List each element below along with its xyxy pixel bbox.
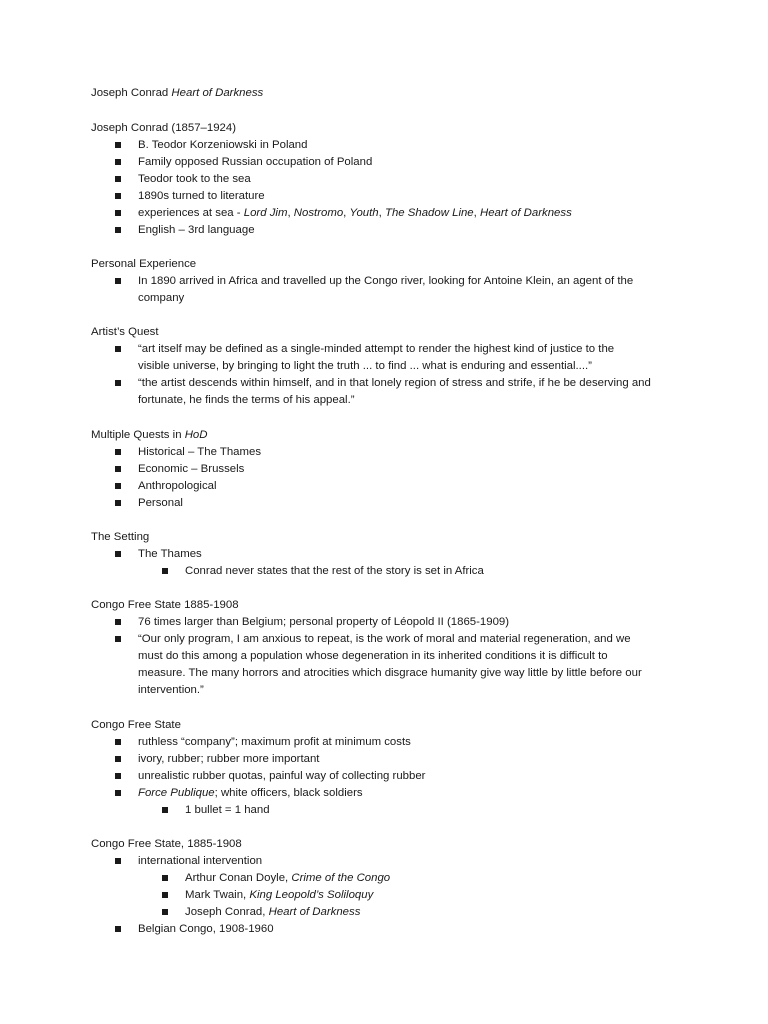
- list-item: The Thames: [138, 548, 202, 560]
- bullet-icon: [115, 278, 121, 284]
- bullet-icon: [115, 636, 121, 642]
- list-item: Belgian Congo, 1908-1960: [138, 923, 274, 935]
- sub-list-item: Arthur Conan Doyle, Crime of the Congo: [185, 872, 391, 884]
- list-item-line: “the artist descends within himself, and in that lonely region of stress and strife, if he be deserving and: [138, 377, 651, 389]
- list-item: 1890s turned to literature: [138, 190, 265, 202]
- list-item: ivory, rubber; rubber more important: [138, 753, 320, 765]
- bullet-icon: [115, 142, 121, 148]
- list-item-line: “art itself may be defined as a single-minded attempt to render the highest kind of justice to the: [138, 343, 615, 355]
- list-item-line: In 1890 arrived in Africa and travelled up the Congo river, looking for Antoine Klein, an agent of the: [138, 275, 634, 287]
- sub-list-item: Joseph Conrad, Heart of Darkness: [185, 906, 361, 918]
- section-heading-personal: Personal Experience: [91, 258, 197, 270]
- bullet-icon: [115, 619, 121, 625]
- list-item: English – 3rd language: [138, 224, 255, 236]
- bullet-icon: [115, 449, 121, 455]
- bullet-icon: [162, 875, 168, 881]
- sub-list-item: 1 bullet = 1 hand: [185, 804, 270, 816]
- list-item: experiences at sea - Lord Jim, Nostromo, Youth, The Shadow Line, Heart of Darkness: [138, 207, 572, 219]
- list-item: B. Teodor Korzeniowski in Poland: [138, 139, 308, 151]
- sub-list-item: Mark Twain, King Leopold’s Soliloquy: [185, 889, 374, 901]
- section-heading-conrad: Joseph Conrad (1857–1924): [91, 122, 237, 134]
- list-item: Personal: [138, 497, 183, 509]
- list-item: Anthropological: [138, 480, 217, 492]
- bullet-icon: [115, 346, 121, 352]
- bullet-icon: [115, 159, 121, 165]
- list-item: ruthless “company”; maximum profit at minimum costs: [138, 736, 411, 748]
- section-heading-congo-3: Congo Free State, 1885-1908: [91, 838, 242, 850]
- bullet-icon: [115, 739, 121, 745]
- section-heading-congo-2: Congo Free State: [91, 719, 181, 731]
- list-item: Family opposed Russian occupation of Poland: [138, 156, 373, 168]
- bullet-icon: [162, 892, 168, 898]
- list-item-line: measure. The many horrors and atrocities which disgrace humanity give way little by little before our: [138, 667, 642, 679]
- bullet-icon: [115, 551, 121, 557]
- bullet-icon: [162, 909, 168, 915]
- list-item: Teodor took to the sea: [138, 173, 251, 185]
- bullet-icon: [115, 483, 121, 489]
- bullet-icon: [115, 176, 121, 182]
- bullet-icon: [115, 227, 121, 233]
- bullet-icon: [115, 500, 121, 506]
- list-item-line: visible universe, by bringing to light the truth ... to find ... what is enduring and essential....”: [138, 360, 592, 372]
- list-item: international intervention: [138, 855, 263, 867]
- section-heading-multiple: Multiple Quests in HoD: [91, 429, 208, 441]
- bullet-icon: [115, 756, 121, 762]
- list-item-line: fortunate, he finds the terms of his appeal.”: [138, 394, 355, 406]
- bullet-icon: [115, 858, 121, 864]
- list-item-line: must do this among a population whose degeneration in its inherited conditions it is difficult to: [138, 650, 608, 662]
- document-title: Joseph Conrad Heart of Darkness: [91, 87, 264, 99]
- bullet-icon: [115, 926, 121, 932]
- list-item: Force Publique; white officers, black soldiers: [138, 787, 363, 799]
- bullet-icon: [115, 210, 121, 216]
- section-heading-setting: The Setting: [91, 531, 150, 543]
- list-item: Historical – The Thames: [138, 446, 262, 458]
- sub-list-item: Conrad never states that the rest of the story is set in Africa: [185, 565, 484, 577]
- section-heading-congo-1: Congo Free State 1885-1908: [91, 599, 239, 611]
- list-item: Economic – Brussels: [138, 463, 245, 475]
- list-item: 76 times larger than Belgium; personal property of Léopold II (1865-1909): [138, 616, 510, 628]
- bullet-icon: [115, 790, 121, 796]
- section-heading-artist: Artist’s Quest: [91, 326, 159, 338]
- bullet-icon: [162, 807, 168, 813]
- list-item-line: company: [138, 292, 185, 304]
- bullet-icon: [115, 466, 121, 472]
- bullet-icon: [115, 773, 121, 779]
- list-item: unrealistic rubber quotas, painful way of collecting rubber: [138, 770, 426, 782]
- list-item-line: “Our only program, I am anxious to repeat, is the work of moral and material regeneration, and we: [138, 633, 631, 645]
- bullet-icon: [115, 193, 121, 199]
- bullet-icon: [115, 380, 121, 386]
- bullet-icon: [162, 568, 168, 574]
- list-item-line: intervention.”: [138, 684, 204, 696]
